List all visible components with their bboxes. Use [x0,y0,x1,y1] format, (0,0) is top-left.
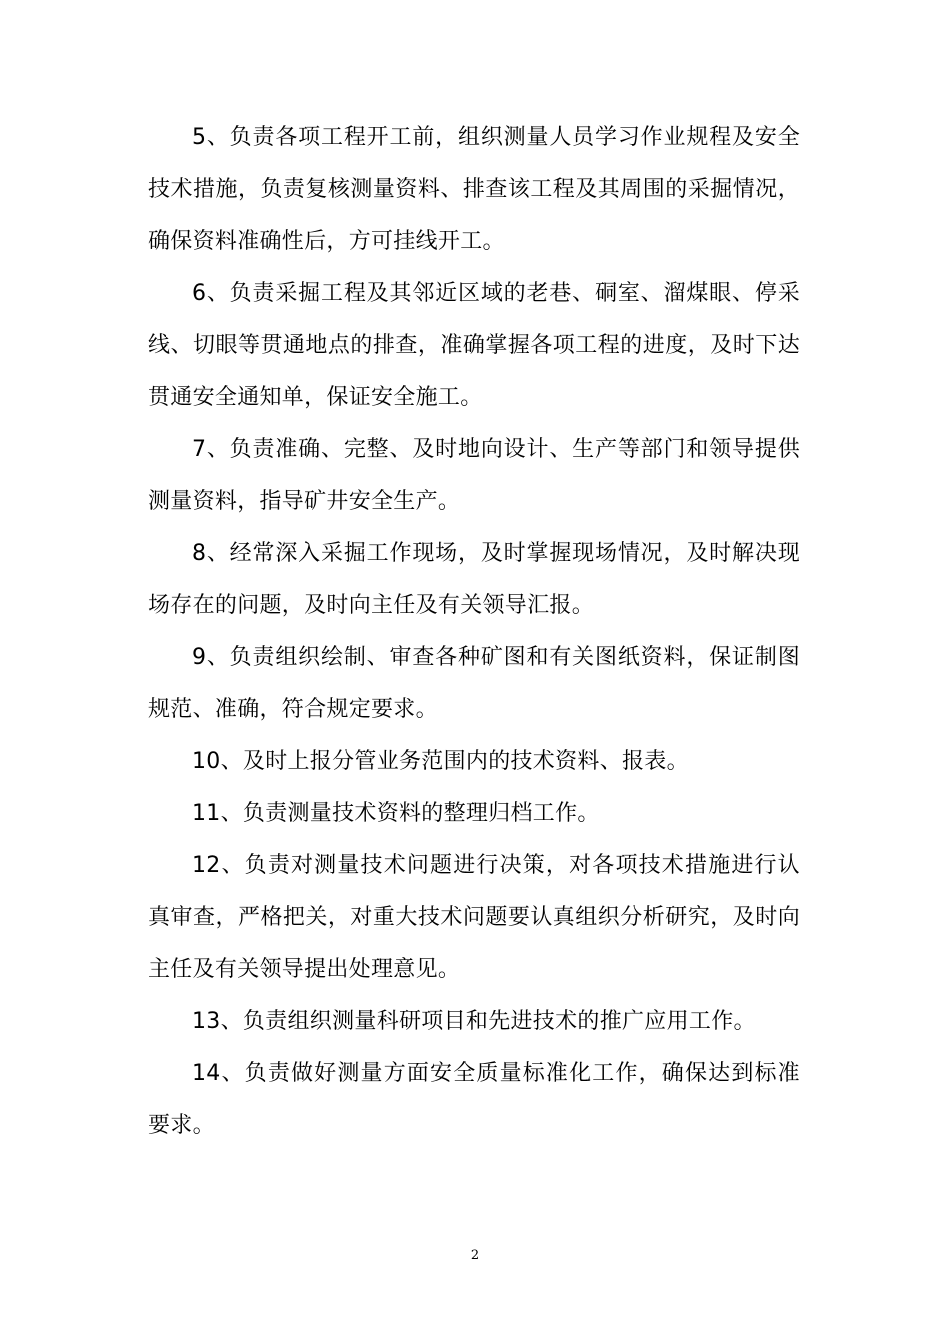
paragraph-item-6: 6、负责采掘工程及其邻近区域的老巷、硐室、溜煤眼、停采线、切眼等贯通地点的排查，准确掌握各项工程的进度，及时下达贯通安全通知单，保证安全施工。 [148,281,800,410]
paragraph-item-13: 13、负责组织测量科研项目和先进技术的推广应用工作。 [192,1009,756,1034]
paragraph-item-8: 8、经常深入采掘工作现场，及时掌握现场情况，及时解决现场存在的问题，及时向主任及有关领导汇报。 [148,541,800,618]
document-body [148,112,800,1152]
paragraph-item-5: 5、负责各项工程开工前，组织测量人员学习作业规程及安全技术措施，负责复核测量资料、排查该工程及其周围的采掘情况，确保资料准确性后，方可挂线开工。 [148,125,800,254]
page-number: 2 [470,1248,480,1263]
paragraph-item-10: 10、及时上报分管业务范围内的技术资料、报表。 [192,749,689,774]
paragraph-item-9: 9、负责组织绘制、审查各种矿图和有关图纸资料，保证制图规范、准确，符合规定要求。 [148,645,800,722]
paragraph-item-7: 7、负责准确、完整、及时地向设计、生产等部门和领导提供测量资料，指导矿井安全生产。 [148,437,800,514]
paragraph-item-11: 11、负责测量技术资料的整理归档工作。 [192,801,600,826]
paragraph-item-14: 14、负责做好测量方面安全质量标准化工作，确保达到标准要求。 [148,1061,800,1138]
paragraph-item-12: 12、负责对测量技术问题进行决策，对各项技术措施进行认真审查，严格把关，对重大技术问题要认真组织分析研究，及时向主任及有关领导提出处理意见。 [148,853,800,982]
